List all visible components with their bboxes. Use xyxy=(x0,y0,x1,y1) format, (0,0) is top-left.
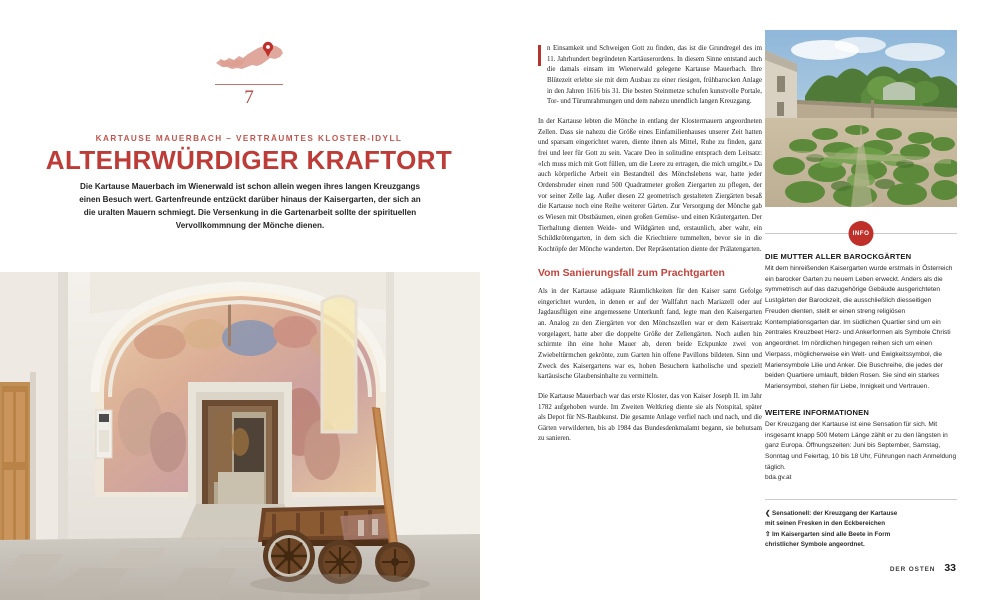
body-paragraph: Als in der Kartause adäquate Räumlichkeiten für den Kaiser samt Gefolge eingerichtet wurden, in denen er auf der Wallfahrt nach Mariazell oder auf Jagdausflügen eine angemessene Unterkunft fand, legte man den Kaisergarten an. Analog zu den Ziergärten vor den Mönchszellen war er dem Kaisertrakt vorgelagert, hatte aber die doppelte Größe der Zellengärten. Noch außen hin schirmte ihn eine hohe Mauer ab, deren beide Eckpunkte zwei von Zwiebeltürmchen gekrönte, zum Garten hin offene Pavillons bildeten. Sinn und Zweck des Kaisergartens war es, hohen Besuchern katholische und speziell kartäusische Glaubensinhalte zu vermitteln. xyxy=(538,287,762,381)
article-kicker: KARTAUSE MAUERBACH – VERTRÄUMTES KLOSTER-IDYLL xyxy=(95,134,403,143)
chapter-number: 7 xyxy=(244,87,254,109)
more-information-heading: WEITERE INFORMATIONEN xyxy=(765,407,870,417)
main-text-column xyxy=(538,44,762,445)
folio-page-number: 33 xyxy=(944,562,956,574)
info-heading: DIE MUTTER ALLER BAROCKGÄRTEN xyxy=(765,252,912,261)
body-paragraph xyxy=(538,44,762,108)
info-badge-row xyxy=(765,221,957,246)
more-information-url[interactable]: bda.gv.at xyxy=(765,474,792,482)
article-lede: Die Kartause Mauerbach im Wienerwald ist schon allein wegen ihres langen Kreuzgangs einen Besuch wert. Gartenfreunde entzückt darüber hinaus der Kaisergarten, der sich an die uralten Mauern schmiegt. Die Versenkung in die Gartenarbeit sollte der spirituellen Vervollkommnung der Mönche dienen. xyxy=(79,182,421,231)
caption-line: ⇧ Im Kaisergarten sind alle Beete in Form xyxy=(765,530,891,538)
body-paragraph: In der Kartause lebten die Mönche in entlang der Klostermauern angeordneten Zellen. Dass sie nahezu die Größe eines Einfamilienhauses unserer Zeit hatten und sparsam eingerichtet waren, diente ihnen als Mittel, Ruhe zu finden, ganz frei und leer für Gott zu sein. Vacare Deo in solitudine entsprach dem Leitsatz: «Ich muss mich mit Gott füllen, um die Leere zu ertragen, die mich umgibt.» Da auch körperliche Arbeit ein Bestandteil des Mönchslebens war, hatte jeder Ordensbruder einen rund 500 Quadratmeter großen Ziergarten zu pflegen, der vor seiner Zelle lag. Außer diesen 22 geometrisch gestalteten Ziergärten besaß die Kartause noch eine Reihe weiterer Gärten. Zur Versorgung der Mönche gab es Wiesen mit Obstbäumen, einen großen Gemüse- und einen Kräutergarten. Der Tierhaltung dienten Weide- und Wildgärten und, erstaunlich, aber wahr, ein Schildkrötengarten, in dem sich die Kriechtiere tummelten, bevor sie in die Kochtöpfe der Mönche wanderten. Der Repräsentation diente der Prälatengarten. xyxy=(538,117,762,253)
info-text: Mit dem hinreißenden Kaisergarten wurde erstmals in Österreich ein barocker Garten zu neuem Leben erweckt. Anders als die symmetrisch auf das dazugehörige Gebäude ausgerichteten Lustgärten der Barockzeit, die ausschließlich diesseitigen Freuden dienten, stellt er einen streng religiösen Kontemplationsgarten dar. Im südlichen Quartier sind um ein zentrales Kreuzbeet Herz- und Ankerformen als Symbole Christi angeordnet. Im nördlichen hingegen reihen sich um einen Vierpass, möglicherweise ein Welt- und Ewigkeitssymbol, die Mariensymbole Lilie und Anker. Die Buschreihe, die jedes der beiden Quartiere umlauft, bilden Rosen. Sie sind ein starkes Mariensymbol, stehen für Liebe, Innigkeit und Vertrauen. xyxy=(765,265,953,391)
sidebar-column xyxy=(765,30,957,550)
cloister-photo xyxy=(0,272,480,600)
more-information-block xyxy=(765,408,957,484)
more-information-text: Der Kreuzgang der Kartause ist eine Sensation für sich. Mit insgesamt knapp 500 Metern Länge zählt er zu den längsten in ganz Europa. Öffnungszeiten: Juni bis September, Samstag, Sonntag und Feiertag, 10 bis 18 Uhr, Führungen nach Anmeldung täglich. xyxy=(765,420,957,471)
drop-cap-bar xyxy=(538,45,541,66)
page-folio xyxy=(890,562,956,574)
caption-line: christlicher Symbole angeordnet. xyxy=(765,540,865,548)
caption-line: mit seinen Fresken in den Eckbereichen xyxy=(765,520,886,528)
page-title: ALTEHRWÜRDIGER KRAFTORT xyxy=(45,145,453,175)
caption-line: ❮ Sensationell: der Kreuzgang der Kartause xyxy=(765,510,898,518)
body-paragraph-text: n Einsamkeit und Schweigen Gott zu finden, das ist die Grundregel des im 11. Jahrhundert begründeten Kartäuserordens. In diesem Sinne entstand auch die damals einsam im Wienerwald gelegene Kartause Mauerbach. Ihre Blütezeit erlebte sie mit dem Ausbau zu einer riesigen, frühbarocken Anlage in den Jahren 1616 bis 31. Die besten Steinmetze schufen kunstvolle Portale, Tor- und Türumrahmungen und dem nahezu unendlich langen Kreuzgang. xyxy=(547,45,762,106)
photo-caption xyxy=(765,509,957,550)
right-page xyxy=(498,0,996,600)
austria-map-icon xyxy=(212,38,286,82)
section-subheading: Vom Sanierungsfall zum Prachtgarten xyxy=(538,268,725,280)
info-badge: INFO xyxy=(849,221,874,246)
chapter-marker xyxy=(0,38,498,107)
caption-divider-rule xyxy=(765,499,957,500)
body-paragraph: Die Kartause Mauerbach war das erste Kloster, das von Kaiser Joseph II. im Jahr 1782 aufgehoben wurde. Im Zweiten Weltkrieg diente sie als Notspital, später als Depot für NS-Raubkunst. Die gesamte Anlage verfiel nach und nach, und die Gärten verwilderten, bis ab 1984 das Bundesdenkmalamt begann, sie behutsam zu sanieren. xyxy=(538,392,762,443)
garden-photo xyxy=(765,30,957,207)
chapter-divider-rule xyxy=(215,84,283,85)
folio-section-label: DER OSTEN xyxy=(889,566,936,573)
